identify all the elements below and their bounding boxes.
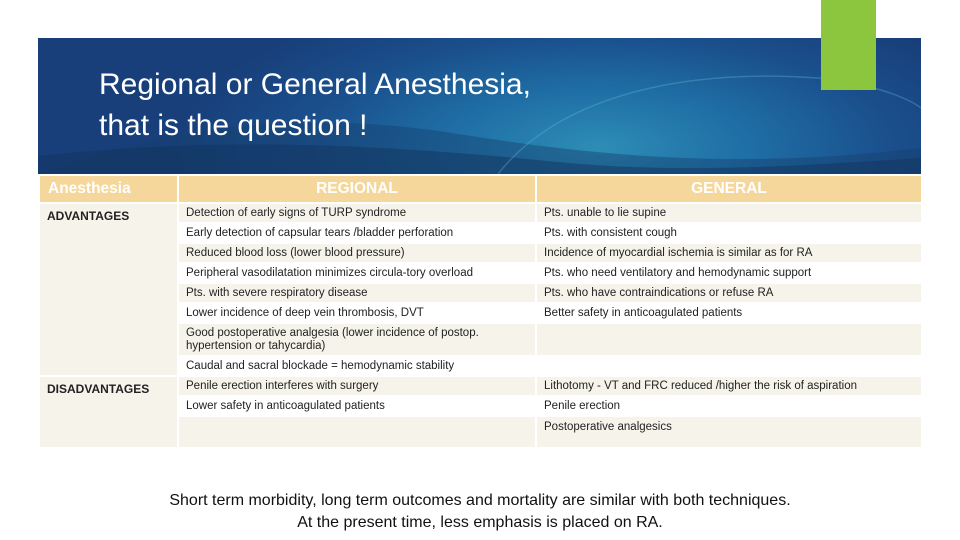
table-row: [39, 203, 922, 223]
general-cell: Pts. who have contraindications or refuse RA: [536, 283, 922, 303]
header-general: GENERAL: [536, 175, 922, 203]
footer-line-2: At the present time, less emphasis is placed on RA.: [297, 514, 663, 531]
regional-cell: Peripheral vasodilatation minimizes circula-tory overload: [178, 263, 536, 283]
title-line-1: Regional or General Anesthesia,: [99, 68, 531, 101]
comparison-table: [38, 174, 923, 449]
regional-cell: [178, 416, 536, 448]
slide-title: [99, 64, 531, 146]
regional-cell: Good postoperative analgesia (lower incidence of postop. hypertension or tahycardia): [178, 323, 536, 356]
general-cell: Pts. unable to lie supine: [536, 203, 922, 223]
general-cell: Better safety in anticoagulated patients: [536, 303, 922, 323]
slide-footer: [0, 490, 960, 534]
regional-cell: Caudal and sacral blockade = hemodynamic stability: [178, 356, 536, 376]
regional-cell: Pts. with severe respiratory disease: [178, 283, 536, 303]
general-cell: Pts. with consistent cough: [536, 223, 922, 243]
advantages-label: ADVANTAGES: [39, 203, 178, 376]
regional-cell: Early detection of capsular tears /bladder perforation: [178, 223, 536, 243]
disadvantages-label: DISADVANTAGES: [39, 376, 178, 448]
general-cell: Postoperative analgesics: [536, 416, 922, 448]
table-header-row: [39, 175, 922, 203]
general-cell: [536, 356, 922, 376]
regional-cell: Reduced blood loss (lower blood pressure): [178, 243, 536, 263]
header-anesthesia: Anesthesia: [39, 175, 178, 203]
footer-line-1: Short term morbidity, long term outcomes and mortality are similar with both techniques.: [169, 492, 791, 509]
regional-cell: Penile erection interferes with surgery: [178, 376, 536, 396]
general-cell: Penile erection: [536, 396, 922, 416]
general-cell: Lithotomy - VT and FRC reduced /higher the risk of aspiration: [536, 376, 922, 396]
accent-bar: [821, 0, 876, 90]
regional-cell: Lower safety in anticoagulated patients: [178, 396, 536, 416]
header-regional: REGIONAL: [178, 175, 536, 203]
regional-cell: Detection of early signs of TURP syndrome: [178, 203, 536, 223]
general-cell: Pts. who need ventilatory and hemodynamic support: [536, 263, 922, 283]
table-row: [39, 376, 922, 396]
regional-cell: Lower incidence of deep vein thrombosis, DVT: [178, 303, 536, 323]
general-cell: [536, 323, 922, 356]
general-cell: Incidence of myocardial ischemia is similar as for RA: [536, 243, 922, 263]
title-line-2: that is the question !: [99, 109, 368, 142]
